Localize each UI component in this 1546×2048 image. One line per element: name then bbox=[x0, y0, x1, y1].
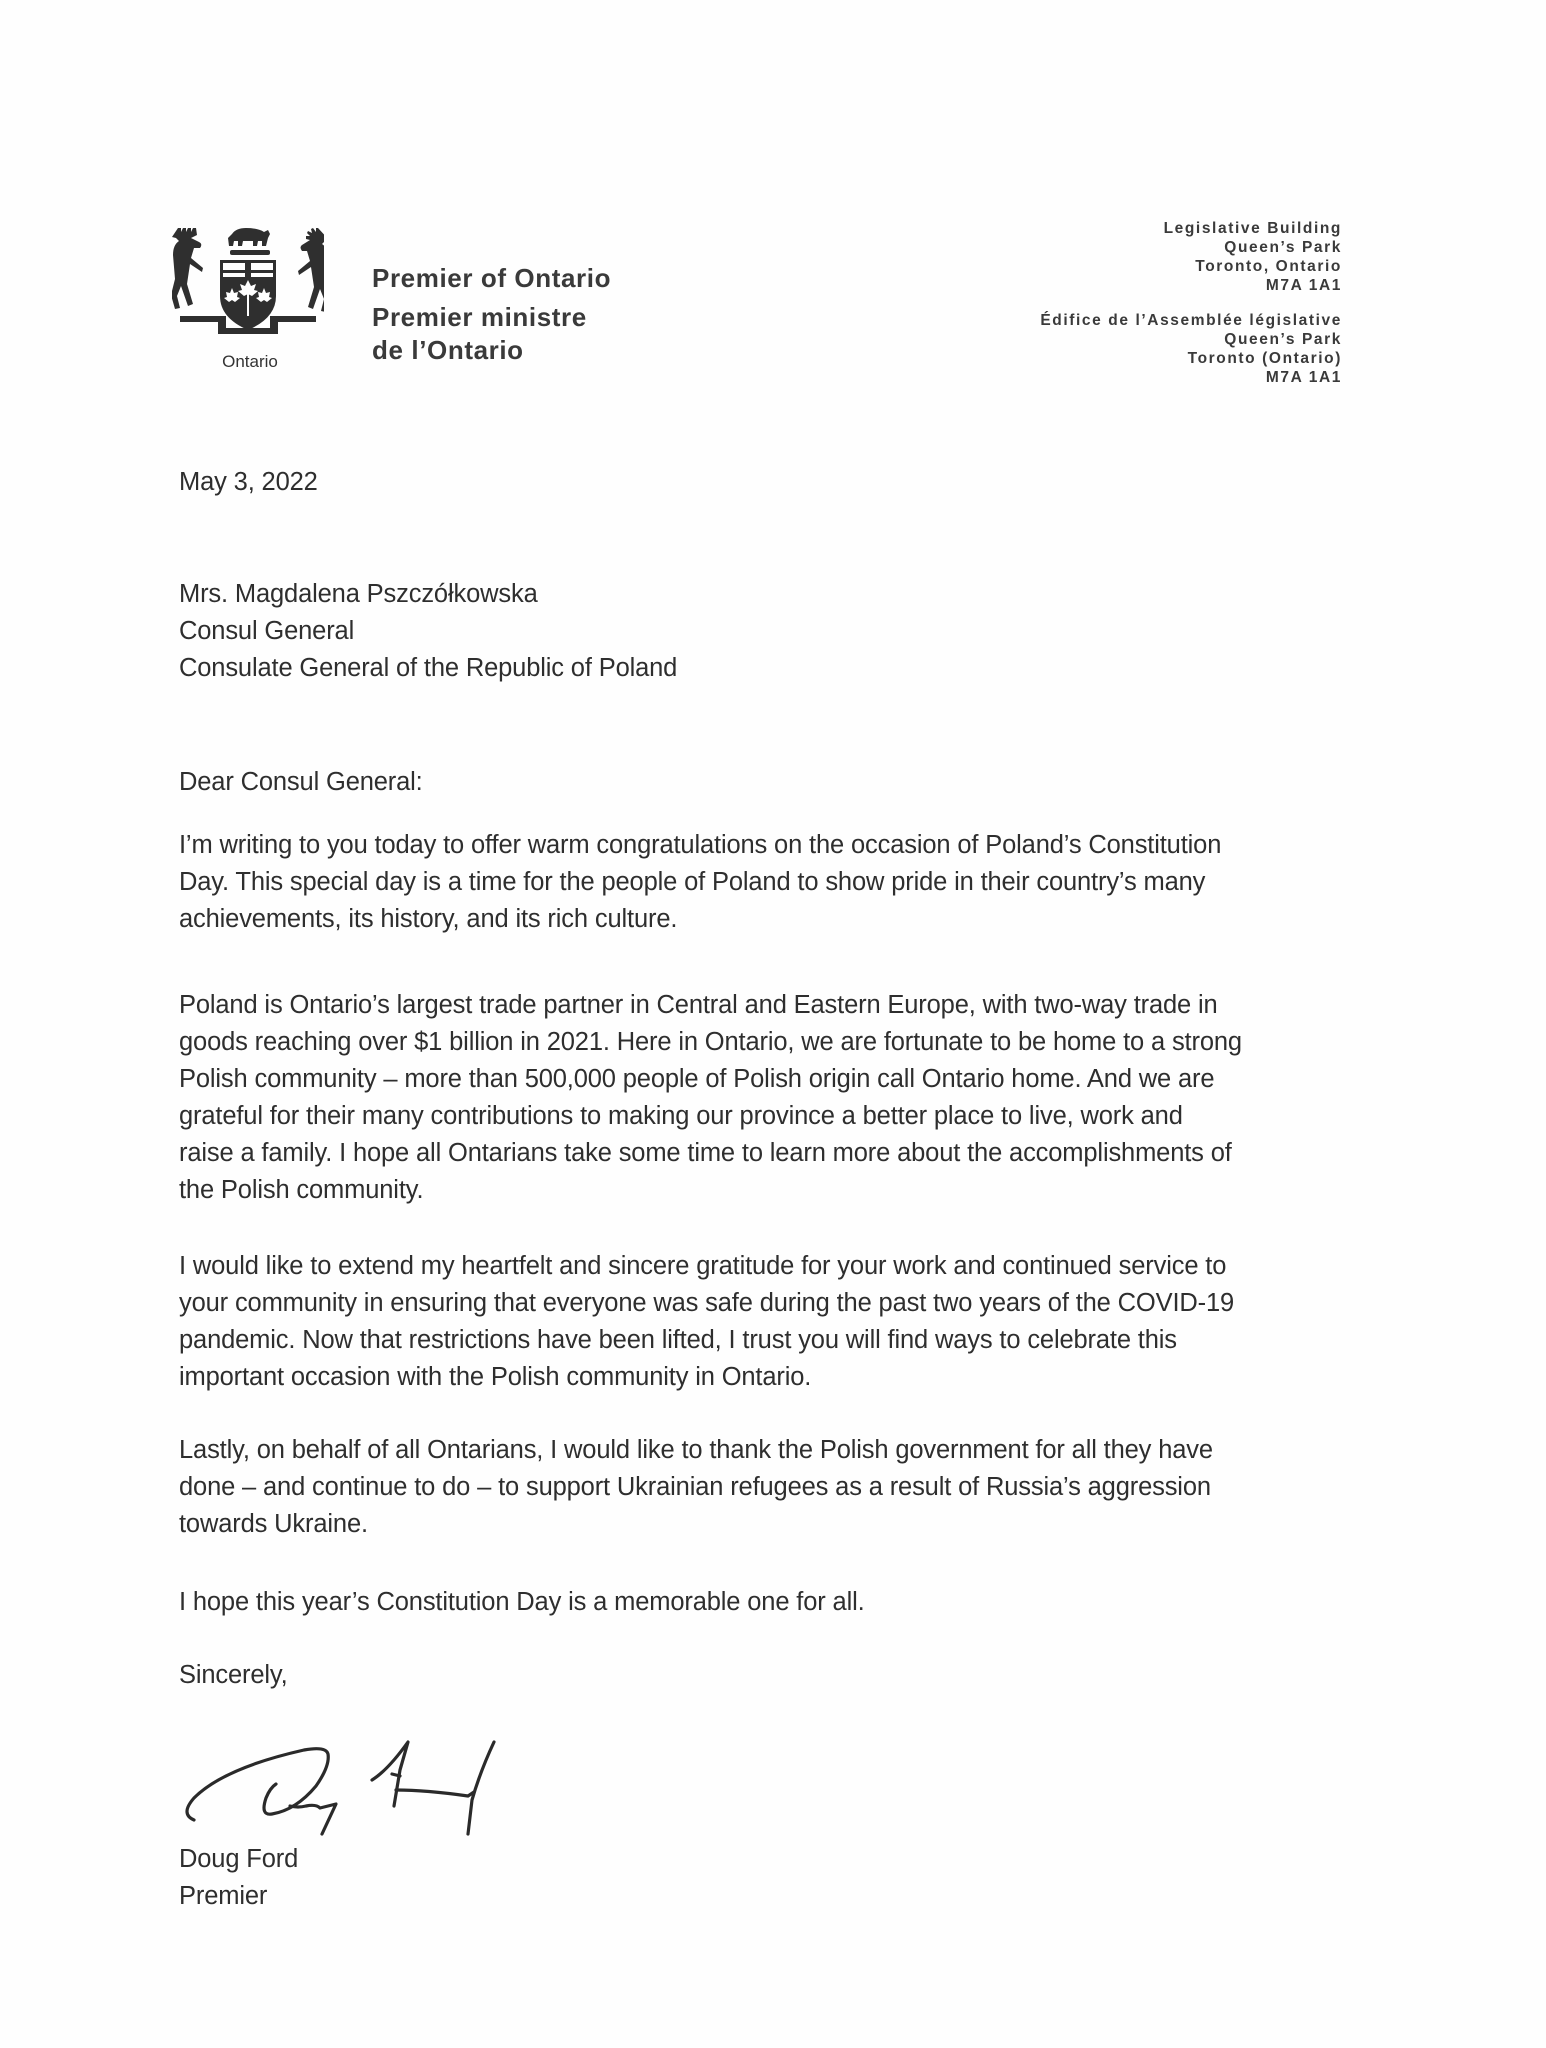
signatory-title: Premier bbox=[179, 1882, 268, 1910]
signatory-name: Doug Ford bbox=[179, 1845, 299, 1873]
recipient-organization: Consulate General of the Republic of Poland bbox=[179, 654, 678, 682]
address-line: Toronto (Ontario) bbox=[1187, 350, 1342, 367]
address-line: Legislative Building bbox=[1163, 220, 1342, 237]
address-line: M7A 1A1 bbox=[1265, 369, 1342, 386]
paragraph-1-line: I’m writing to you today to offer warm congratulations on the occasion of Poland’s Constitution bbox=[179, 831, 1222, 859]
salutation: Dear Consul General: bbox=[179, 768, 423, 796]
address-english bbox=[822, 219, 1342, 295]
address-french bbox=[822, 311, 1342, 387]
title-french-line-2: de l’Ontario bbox=[372, 335, 524, 365]
paragraph-1-line: achievements, its history, and its rich culture. bbox=[179, 905, 678, 933]
paragraph-4-line: Lastly, on behalf of all Ontarians, I would like to thank the Polish government for all they have bbox=[179, 1436, 1213, 1464]
paragraph-2-line: grateful for their many contributions to making our province a better place to live, work and bbox=[179, 1102, 1183, 1130]
recipient-name: Mrs. Magdalena Pszczółkowska bbox=[179, 580, 538, 608]
title-french-line-1: Premier ministre bbox=[372, 302, 587, 332]
paragraph-5-line: I hope this year’s Constitution Day is a memorable one for all. bbox=[179, 1588, 865, 1616]
handwritten-signature-icon bbox=[178, 1728, 518, 1843]
paragraph-1-line: Day. This special day is a time for the people of Poland to show pride in their country’s many bbox=[179, 868, 1206, 896]
letter-date: May 3, 2022 bbox=[179, 468, 318, 496]
paragraph-4-line: done – and continue to do – to support Ukrainian refugees as a result of Russia’s aggression bbox=[179, 1473, 1211, 1501]
paragraph-3-line: I would like to extend my heartfelt and sincere gratitude for your work and continued service to bbox=[179, 1252, 1227, 1280]
address-line: Édifice de l’Assemblée législative bbox=[1040, 312, 1342, 329]
address-line: Queen’s Park bbox=[1224, 239, 1342, 256]
paragraph-2-line: Poland is Ontario’s largest trade partner in Central and Eastern Europe, with two-way trade in bbox=[179, 991, 1218, 1019]
ontario-coat-of-arms-icon bbox=[172, 222, 324, 342]
paragraph-3-line: your community in ensuring that everyone was safe during the past two years of the COVID-19 bbox=[179, 1289, 1235, 1317]
closing: Sincerely, bbox=[179, 1661, 288, 1689]
paragraph-3-line: important occasion with the Polish community in Ontario. bbox=[179, 1363, 812, 1391]
crest-label: Ontario bbox=[222, 352, 278, 371]
paragraph-2-line: Polish community – more than 500,000 people of Polish origin call Ontario home. And we are bbox=[179, 1065, 1215, 1093]
address-line: Queen’s Park bbox=[1224, 331, 1342, 348]
address-line: Toronto, Ontario bbox=[1195, 258, 1342, 275]
paragraph-3-line: pandemic. Now that restrictions have been lifted, I trust you will find ways to celebrate this bbox=[179, 1326, 1177, 1354]
recipient-title: Consul General bbox=[179, 617, 355, 645]
address-line: M7A 1A1 bbox=[1265, 277, 1342, 294]
paragraph-2-line: goods reaching over $1 billion in 2021. Here in Ontario, we are fortunate to be home to a strong bbox=[179, 1028, 1242, 1056]
paragraph-4-line: towards Ukraine. bbox=[179, 1510, 368, 1538]
paragraph-2-line: raise a family. I hope all Ontarians take some time to learn more about the accomplishments of bbox=[179, 1139, 1232, 1167]
title-english: Premier of Ontario bbox=[372, 263, 612, 293]
paragraph-2-line: the Polish community. bbox=[179, 1176, 424, 1204]
